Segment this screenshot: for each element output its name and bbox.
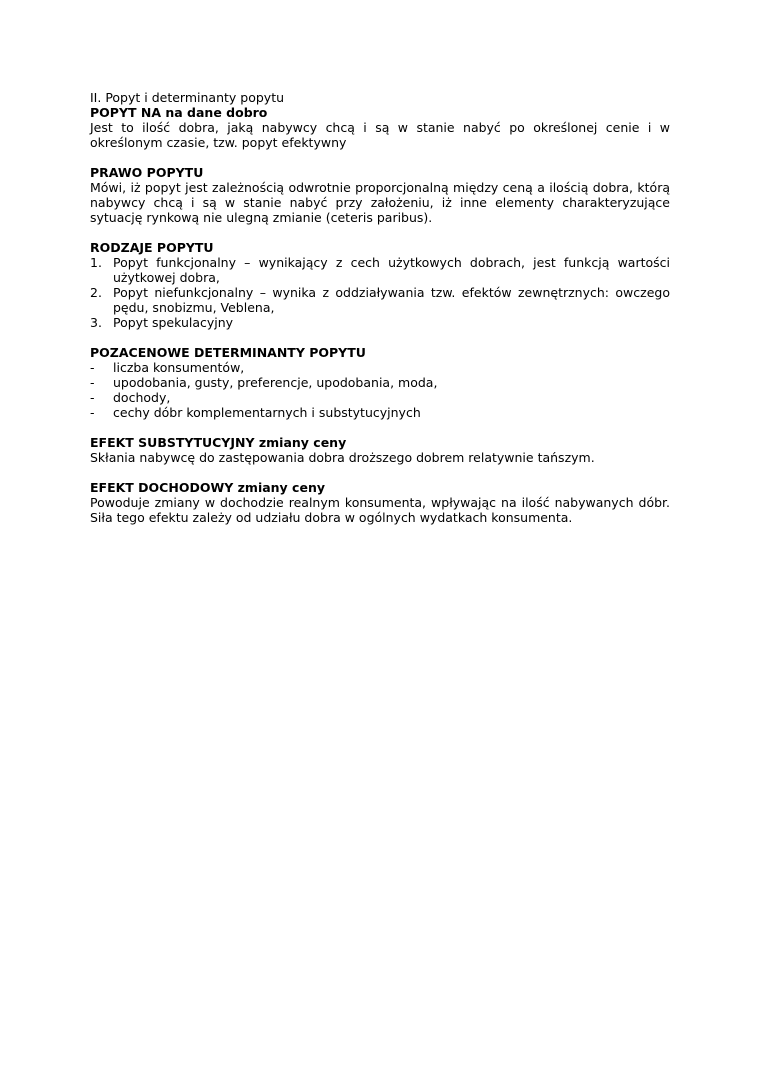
list-item: [90, 285, 670, 315]
dashed-list: [90, 360, 670, 420]
section-efekt-substytucyjny: [90, 435, 670, 465]
list-item: [90, 390, 670, 405]
section-popyt-na: [90, 105, 670, 150]
document-title: II. Popyt i determinanty popytu: [90, 90, 285, 105]
list-number: 2.: [90, 285, 102, 300]
list-item-text: upodobania, gusty, preferencje, upodobania, moda,: [113, 375, 438, 390]
list-item-text: liczba konsumentów,: [113, 360, 245, 375]
section-paragraph: Mówi, iż popyt jest zależnością odwrotnie proporcjonalną między ceną a ilością dobra, którą nabywcy chcą i są w stanie nabyć przy założeniu, iż inne elementy charakteryzujące sytuację rynkową nie ulegną zmianie (ceteris paribus).: [90, 180, 670, 225]
list-item-text: Popyt niefunkcjonalny – wynika z oddziaływania tzw. efektów zewnętrznych: owczego pędu, snobizmu, Veblena,: [113, 285, 670, 315]
list-number: 1.: [90, 255, 102, 270]
section-heading: EFEKT SUBSTYTUCYJNY zmiany ceny: [90, 435, 347, 450]
list-item-text: Popyt funkcjonalny – wynikający z cech użytkowych dobrach, jest funkcją wartości użytkowej dobra,: [113, 255, 670, 285]
list-item: [90, 375, 670, 390]
dash-bullet: -: [90, 360, 95, 375]
list-item-text: cechy dóbr komplementarnych i substytucyjnych: [113, 405, 421, 420]
section-paragraph: Jest to ilość dobra, jaką nabywcy chcą i są w stanie nabyć po określonej cenie i w określonym czasie, tzw. popyt efektywny: [90, 120, 670, 150]
list-item-text: dochody,: [113, 390, 171, 405]
list-number: 3.: [90, 315, 102, 330]
section-pozacenowe-determinanty: [90, 345, 670, 420]
list-item: [90, 315, 670, 330]
dash-bullet: -: [90, 390, 95, 405]
dash-bullet: -: [90, 405, 95, 420]
list-item-text: Popyt spekulacyjny: [113, 315, 234, 330]
section-heading: RODZAJE POPYTU: [90, 240, 214, 255]
section-prawo-popytu: [90, 165, 670, 225]
dash-bullet: -: [90, 375, 95, 390]
section-efekt-dochodowy: [90, 480, 670, 525]
list-item: [90, 255, 670, 285]
section-heading: EFEKT DOCHODOWY zmiany ceny: [90, 480, 325, 495]
document-page: [90, 90, 670, 525]
section-heading: POZACENOWE DETERMINANTY POPYTU: [90, 345, 366, 360]
list-item: [90, 405, 670, 420]
section-paragraph: Powoduje zmiany w dochodzie realnym konsumenta, wpływając na ilość nabywanych dóbr. Siła tego efektu zależy od udziału dobra w ogólnych wydatkach konsumenta.: [90, 495, 670, 525]
section-rodzaje-popytu: [90, 240, 670, 330]
list-item: [90, 360, 670, 375]
section-heading: PRAWO POPYTU: [90, 165, 204, 180]
numbered-list: [90, 255, 670, 330]
section-paragraph: Skłania nabywcę do zastępowania dobra droższego dobrem relatywnie tańszym.: [90, 450, 595, 465]
section-heading: POPYT NA na dane dobro: [90, 105, 268, 120]
